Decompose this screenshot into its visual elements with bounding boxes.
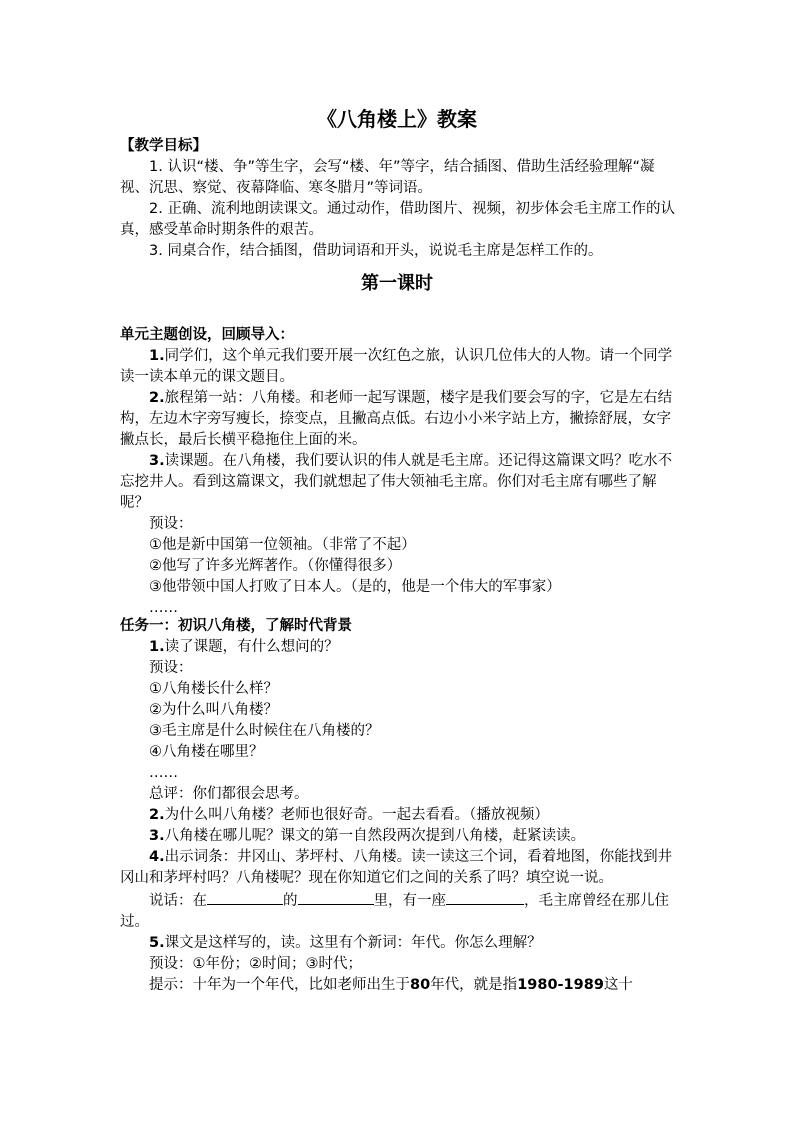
paragraph <box>120 637 680 658</box>
paragraph-text: 读了课题，有什么想问的？ <box>164 639 339 655</box>
paragraph-number: 2. <box>149 390 165 406</box>
hint-number: 1980-1989 <box>517 977 604 993</box>
ellipsis: …… <box>149 765 178 781</box>
paragraph <box>120 805 680 826</box>
objectives-block <box>120 136 680 262</box>
question-item: ②为什么叫八角楼？ <box>149 702 278 718</box>
fill-in-sentence <box>120 889 680 933</box>
paragraph-number: 3. <box>149 828 165 844</box>
objectives-heading: 【教学目标】 <box>120 138 207 154</box>
hint-text <box>120 975 680 996</box>
ellipsis: …… <box>149 600 178 616</box>
answer-item: ①他是新中国第一位领袖。（非常了不起） <box>149 537 416 553</box>
hint-part: 提示：十年为一个年代，比如老师出生于 <box>149 977 410 993</box>
paragraph-number: 3. <box>149 453 165 469</box>
paragraph-number: 5. <box>149 935 165 951</box>
paragraph <box>120 451 680 514</box>
paragraph-text: 同学们，这个单元我们要开展一次红色之旅，认识几位伟大的人物。请一个同学读一读本单元的课文题目。 <box>120 348 673 385</box>
fill-text: 说话：在 <box>149 893 207 909</box>
question-item: ③毛主席是什么时候住在八角楼的？ <box>149 723 380 739</box>
task-heading: 任务一：初识八角楼，了解时代背景 <box>120 618 352 634</box>
paragraph <box>120 847 680 889</box>
paragraph <box>120 826 680 847</box>
question-item: ①八角楼长什么样？ <box>149 681 278 697</box>
objective-item: 2. 正确、流利地朗读课文。通过动作，借助图片、视频，初步体会毛主席工作的认真，感受革命时期条件的艰苦。 <box>120 201 675 238</box>
question-item: ④八角楼在哪里？ <box>149 744 264 760</box>
paragraph-number: 1. <box>149 639 165 655</box>
fill-text: 里，有一座 <box>373 893 446 909</box>
paragraph-text: 课文是这样写的，读。这里有个新词：年代。你怎么理解？ <box>164 935 542 951</box>
answer-item: ②他写了许多光辉著作。（你懂得很多） <box>149 558 402 574</box>
paragraph-text: 旅程第一站：八角楼。和老师一起写课题，楼字是我们要会写的字，它是左右结构，左边木字旁写瘦长，捺变点，且撇高点低。右边小小米字站上方，撇捺舒展，女字撇点长，最后长横平稳拖住上面的米。 <box>120 390 673 448</box>
preset-label: 预设： <box>149 516 193 532</box>
preset-label: 预设：①年份；②时间；③时代； <box>149 956 362 972</box>
hint-part: 年代，就是指 <box>430 977 518 993</box>
paragraph-text: 读课题。在八角楼，我们要认识的伟人就是毛主席。还记得这篇课文吗？吃水不忘挖井人。看到这篇课文，我们就想起了伟大领袖毛主席。你们对毛主席有哪些了解呢？ <box>120 453 673 511</box>
paragraph <box>120 346 680 388</box>
hint-number: 80 <box>410 977 431 993</box>
preset-label: 预设： <box>149 660 193 676</box>
fill-text: ，毛主席曾经在那儿住过。 <box>120 893 669 930</box>
paragraph-number: 4. <box>149 849 165 865</box>
summary-text: 总评：你们都很会思考。 <box>149 786 309 802</box>
hint-part: 这十 <box>603 977 633 993</box>
paragraph-text: 为什么叫八角楼？老师也很好奇。一起去看看。（播放视频） <box>164 807 549 823</box>
paragraph <box>120 388 680 451</box>
objective-item: 1. 认识“楼、争”等生字，会写“楼、年”等字，结合插图、借助生活经验理解“凝视、沉思、察觉、夜幕降临、寒冬腊月”等词语。 <box>120 159 655 196</box>
paragraph-text: 出示词条：井冈山、茅坪村、八角楼。读一读这三个词，看着地图，你能找到井冈山和茅坪村吗？八角楼呢？现在你知道它们之间的关系了吗？填空说一说。 <box>120 849 673 886</box>
paragraph-text: 八角楼在哪儿呢？课文的第一自然段两次提到八角楼，赶紧读读。 <box>164 828 586 844</box>
fill-blank <box>446 889 524 905</box>
lesson-title: 第一课时 <box>361 273 433 294</box>
page-title: 《八角楼上》教案 <box>317 107 477 131</box>
objective-item: 3. 同桌合作，结合插图，借助词语和开头，说说毛主席是怎样工作的。 <box>149 243 603 259</box>
section-heading: 单元主题创设，回顾导入： <box>120 327 294 343</box>
answer-item: ③他带领中国人打败了日本人。（是的，他是一个伟大的军事家） <box>149 579 561 595</box>
section-intro <box>120 325 680 619</box>
task1-block <box>120 616 680 996</box>
fill-blank <box>207 889 283 905</box>
paragraph-number: 2. <box>149 807 165 823</box>
fill-text: 的 <box>283 893 298 909</box>
paragraph <box>120 933 680 954</box>
fill-blank <box>298 889 374 905</box>
paragraph-number: 1. <box>149 348 165 364</box>
